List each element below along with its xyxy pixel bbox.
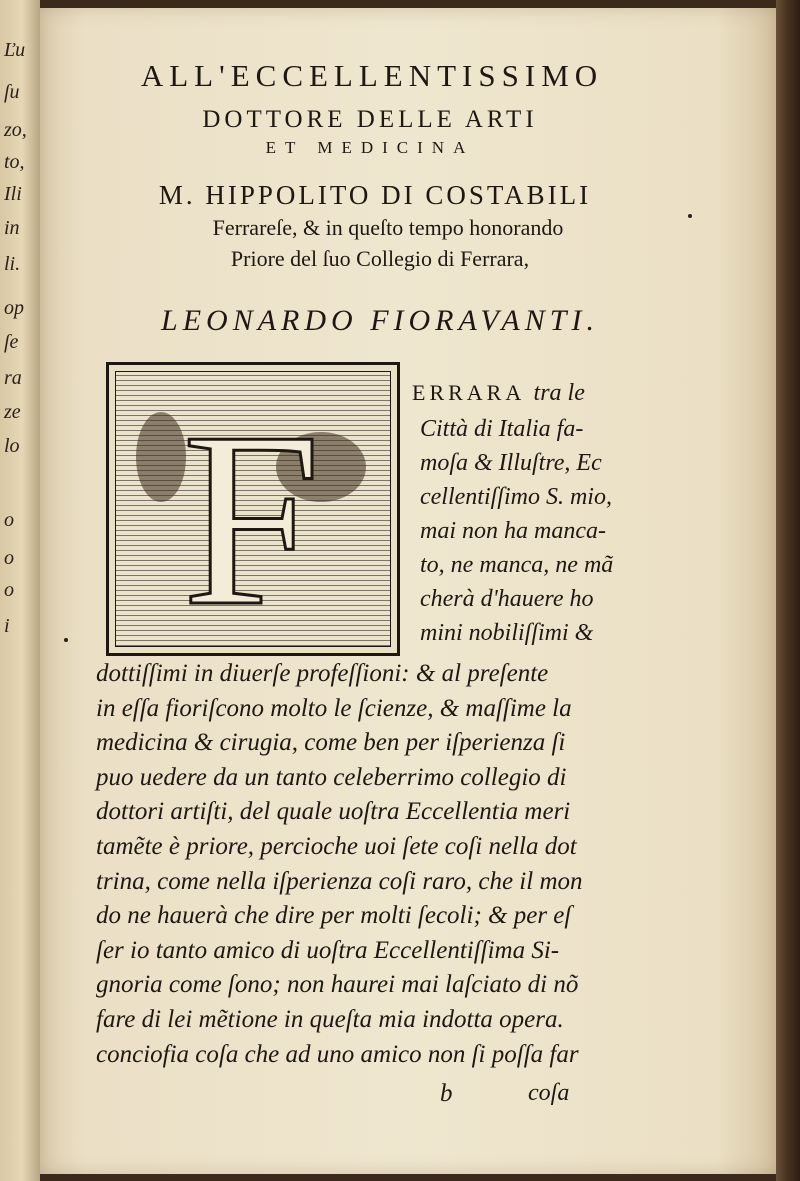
woodcut-initial xyxy=(106,362,400,656)
opening-word-rest: tra le xyxy=(533,380,585,406)
text-line-beside-initial: cellentiſſimo S. mio, xyxy=(420,484,612,510)
text-line-beside-initial: cherà d'hauere ho xyxy=(420,586,594,612)
body-text-line: medicina & cirugia, come ben per iſperienza ſi xyxy=(96,729,566,757)
body-text-line: ſer io tanto amico di uoſtra Eccellentiſſima Si- xyxy=(96,936,560,964)
facing-page-text-fragment: zo, xyxy=(4,119,27,141)
facing-page-text-fragment: to, xyxy=(4,151,25,173)
dedicatee-name: M. HIPPOLITO DI COSTABILI xyxy=(158,180,592,210)
facing-page-text-fragment: ſe xyxy=(4,331,19,353)
catchword: coſa xyxy=(528,1080,570,1106)
facing-page-text-fragment: o xyxy=(4,509,14,531)
opening-word xyxy=(412,380,585,407)
text-line-beside-initial: to, ne manca, ne mã xyxy=(420,552,614,578)
facing-page-text-fragment: ſu xyxy=(4,81,20,103)
facing-page-text-fragment: ze xyxy=(4,401,21,423)
dedication-heading-line-3: ET MEDICINA xyxy=(265,138,475,157)
text-line-beside-initial: Città di Italia fa- xyxy=(420,416,584,442)
ink-speck xyxy=(688,214,692,218)
text-line-beside-initial: mini nobiliſſimi & xyxy=(420,620,594,646)
book-page xyxy=(40,8,776,1174)
facing-page-text-fragment: lo xyxy=(4,435,20,457)
dedicatee-title: Priore del ſuo Collegio di Ferrara, xyxy=(230,246,530,271)
body-text-line: puo uedere da un tanto celeberrimo collegio di xyxy=(96,763,567,791)
body-text-line: gnoria come ſono; non haurei mai laſciato di nõ xyxy=(96,971,579,999)
body-text-line: conciofia coſa che ad uno amico non ſi poſſa far xyxy=(96,1040,579,1068)
body-text-line: trina, come nella iſperienza coſi raro, che il mon xyxy=(96,867,583,895)
facing-page-text-fragment: Ili xyxy=(4,183,22,205)
body-text-line: tamẽte è priore, percioche uoi ſete coſi nella dot xyxy=(96,833,577,860)
facing-page-text-fragment: Ľu xyxy=(4,39,26,61)
body-text-line: do ne hauerà che dire per molti ſecoli; & per eſ xyxy=(96,902,572,930)
body-text-line: dottori artiſti, del quale uoſtra Eccellentia meri xyxy=(96,798,571,826)
facing-page-text-fragment: o xyxy=(4,547,14,569)
opening-word-caps: ERRARA xyxy=(412,380,525,405)
signature-mark: b xyxy=(440,1080,453,1107)
dedicatee-description: Ferrareſe, & in queſto tempo honorando xyxy=(212,215,564,240)
dedication-heading-line-1: ALL'ECCELLENTISSIMO xyxy=(140,58,604,93)
facing-page-text-fragment: i xyxy=(4,615,10,637)
facing-page-text-fragment: li. xyxy=(4,253,21,275)
author-name: LEONARDO FIORAVANTI. xyxy=(161,304,599,337)
text-line-beside-initial: mai non ha manca- xyxy=(420,518,606,544)
body-text-line: in eſſa fioriſcono molto le ſcienze, & maſſime la xyxy=(96,694,572,722)
facing-page-edge xyxy=(0,0,40,1181)
dedication-heading-line-2: DOTTORE DELLE ARTI xyxy=(202,106,538,133)
body-text-line: dottiſſimi in diuerſe profeſſioni: & al preſente xyxy=(96,660,549,687)
facing-page-text-fragment: ra xyxy=(4,367,22,389)
facing-page-text-fragment: o xyxy=(4,579,14,601)
text-line-beside-initial: moſa & Illuſtre, Ec xyxy=(420,450,602,476)
body-text-line: fare di lei mẽtione in queſta mia indotta opera. xyxy=(96,1006,564,1033)
ink-speck xyxy=(64,638,68,642)
facing-page-text-fragment: in xyxy=(4,217,20,239)
facing-page-text-fragment: op xyxy=(4,297,24,319)
woodcut-figure-left xyxy=(136,412,186,502)
book-cover-edge xyxy=(776,0,800,1181)
initial-letter: F xyxy=(182,381,322,647)
